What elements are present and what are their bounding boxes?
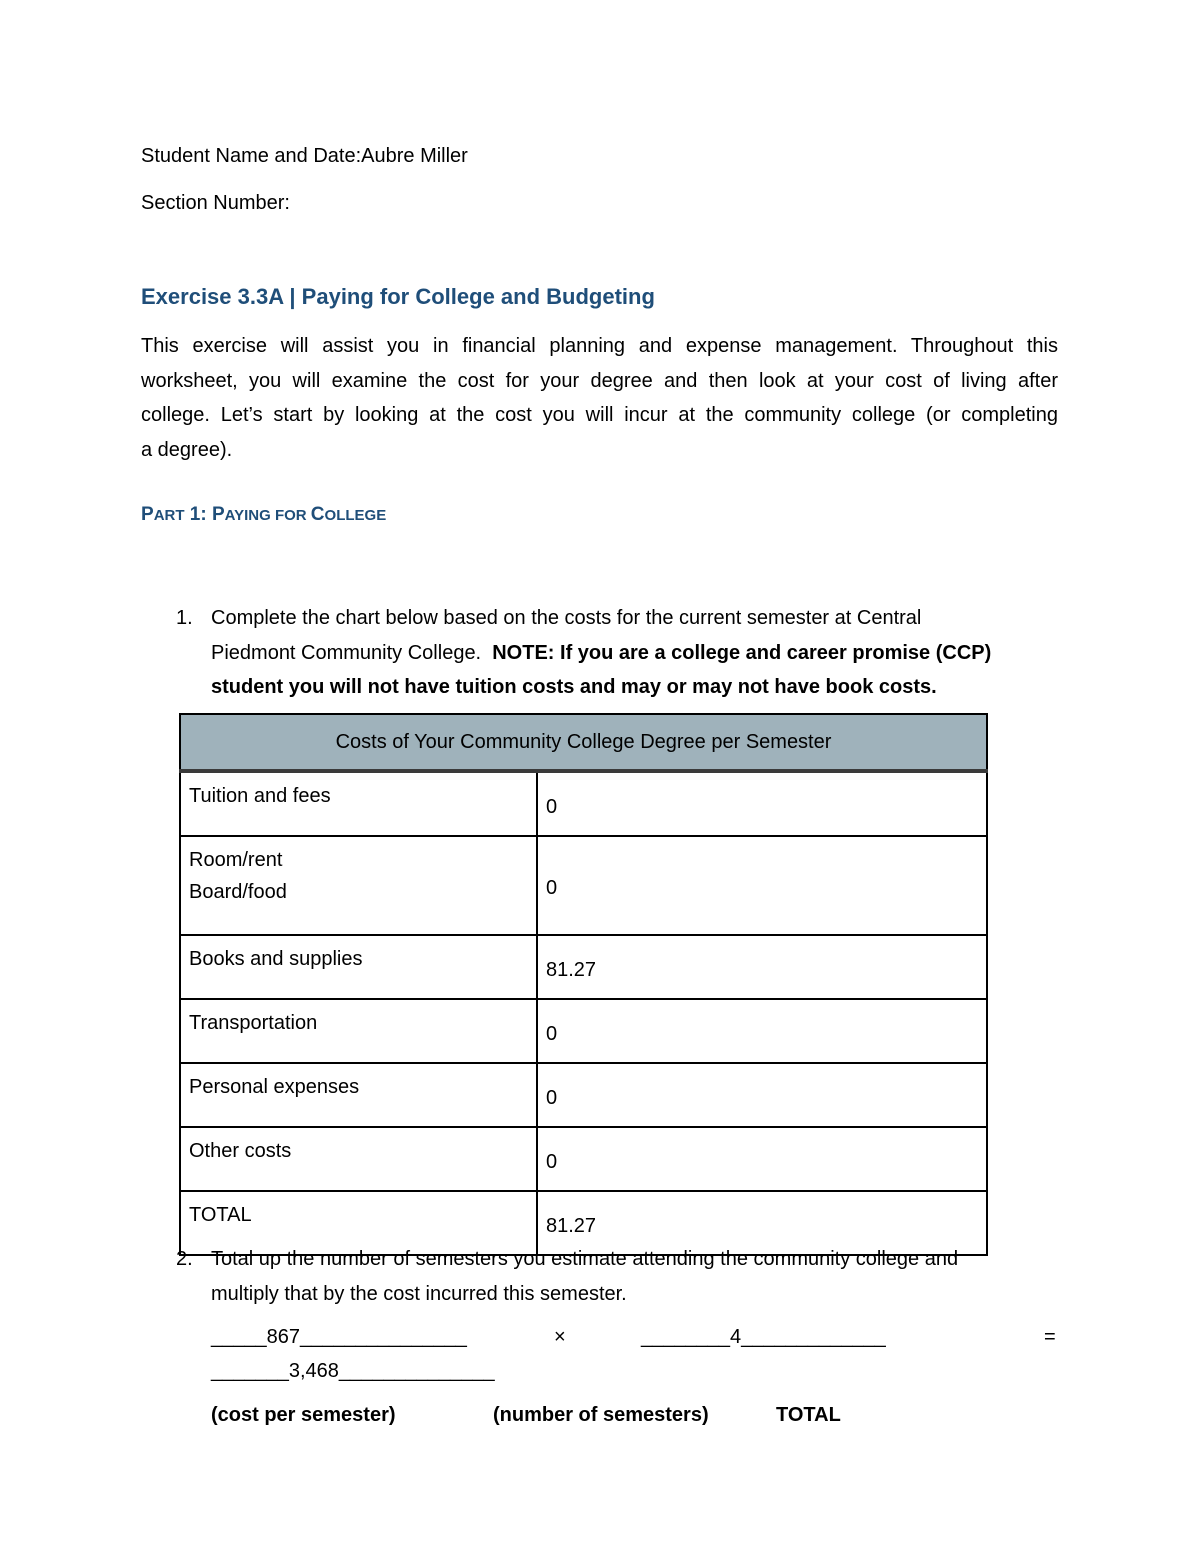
table-row	[180, 1127, 987, 1191]
number-of-semesters-blank: ________4_____________	[641, 1326, 886, 1348]
table-row	[180, 1063, 987, 1127]
equals-sign: =	[1044, 1326, 1056, 1348]
section-number: Section Number:	[141, 192, 290, 214]
question1-line3: student you will not have tuition costs and may or may not have book costs.	[211, 676, 937, 698]
row-label: Other costs	[180, 1127, 537, 1191]
cost-per-semester-blank: _____867_______________	[211, 1326, 467, 1348]
intro-line-2: worksheet, you will examine the cost for your degree and then look at your cost of living after	[141, 369, 1058, 392]
intro-line-1: This exercise will assist you in financial planning and expense management. Throughout this	[141, 335, 1058, 357]
row-label	[180, 836, 537, 935]
table-row	[180, 999, 987, 1063]
board-food-label: Board/food	[189, 881, 287, 903]
row-label: Personal expenses	[180, 1063, 537, 1127]
row-value: 81.27	[537, 1191, 987, 1255]
table-row	[180, 771, 987, 836]
question2-number: 2.	[176, 1248, 193, 1270]
question2-line1: Total up the number of semesters you estimate attending the community college and	[211, 1248, 959, 1270]
part1-one: 1:	[184, 504, 212, 525]
part1-art: ART	[153, 507, 185, 524]
cost-per-semester-caption: (cost per semester)	[211, 1404, 396, 1426]
row-value: 0	[537, 771, 987, 836]
part1-c: C	[310, 504, 325, 525]
question1-line1: Complete the chart below based on the costs for the current semester at Central	[211, 607, 922, 629]
question1-note: NOTE: If you are a college and career promise (CCP)	[492, 641, 992, 664]
part1-ollege: OLLEGE	[324, 507, 387, 524]
intro-line-3: college. Let’s start by looking at the cost you will incur at the community college (or completing	[141, 404, 1058, 426]
part1-p2: P	[211, 504, 225, 525]
row-label: Books and supplies	[180, 935, 537, 999]
exercise-title: Exercise 3.3A | Paying for College and Budgeting	[141, 284, 655, 309]
intro-line-4: a degree).	[141, 438, 233, 461]
total-blank: _______3,468______________	[211, 1360, 495, 1382]
table-row	[180, 935, 987, 999]
part1-aying: AYING	[224, 507, 271, 524]
cost-table-header: Costs of Your Community College Degree per Semester	[180, 714, 987, 771]
row-label: TOTAL	[180, 1191, 537, 1255]
question2-text	[211, 1242, 1051, 1311]
row-value: 0	[537, 999, 987, 1063]
part1-for: FOR	[270, 507, 311, 524]
intro-paragraph	[141, 329, 1058, 467]
row-value: 0	[537, 836, 987, 935]
row-value: 0	[537, 1127, 987, 1191]
question1-text	[211, 601, 1051, 705]
table-row	[180, 836, 987, 935]
total-caption: TOTAL	[776, 1404, 841, 1426]
student-name-date: Student Name and Date:Aubre Miller	[141, 145, 468, 167]
part1-p: P	[141, 504, 154, 525]
question1-line2-plain: Piedmont Community College.	[211, 641, 493, 664]
question2-line2: multiply that by the cost incurred this semester.	[211, 1282, 627, 1305]
part1-heading	[141, 503, 386, 528]
question1-number: 1.	[176, 607, 193, 629]
cost-table	[179, 713, 988, 1256]
row-value: 81.27	[537, 935, 987, 999]
row-label: Tuition and fees	[180, 771, 537, 836]
number-of-semesters-caption: (number of semesters)	[493, 1404, 709, 1426]
row-value: 0	[537, 1063, 987, 1127]
times-sign: ×	[554, 1326, 566, 1348]
room-rent-label: Room/rent	[189, 849, 283, 871]
row-label: Transportation	[180, 999, 537, 1063]
